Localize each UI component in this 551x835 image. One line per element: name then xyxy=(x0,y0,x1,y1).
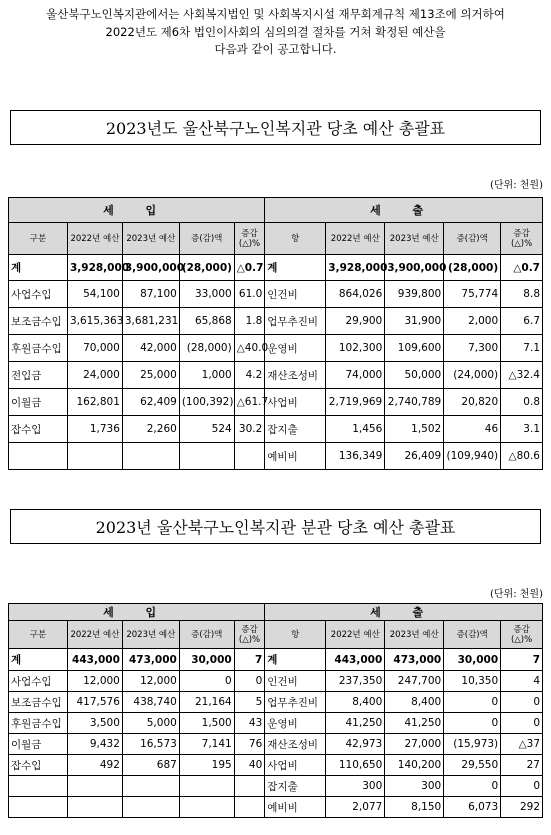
row-label: 사업비 xyxy=(265,755,326,776)
empty-cell xyxy=(122,797,179,818)
row-value: 162,801 xyxy=(67,389,122,416)
empty-cell xyxy=(179,443,234,470)
row-value: 0 xyxy=(234,671,265,692)
col-2022: 2022년 예산 xyxy=(67,223,122,255)
table-row xyxy=(9,692,543,713)
row-value: 1,000 xyxy=(179,362,234,389)
row-label: 사업비 xyxy=(265,389,326,416)
row-value: 8.8 xyxy=(501,281,543,308)
total-row xyxy=(9,255,543,281)
col-2023: 2023년 예산 xyxy=(385,621,444,649)
row-label: 업무추진비 xyxy=(265,308,326,335)
row-value: 50,000 xyxy=(385,362,444,389)
row-value: 8,400 xyxy=(326,692,385,713)
row-value: 0 xyxy=(501,713,543,734)
row-value: 687 xyxy=(122,755,179,776)
empty-cell xyxy=(234,776,265,797)
row-value: 0 xyxy=(179,671,234,692)
row-value: 29,550 xyxy=(444,755,501,776)
col-rate: 증감 (△)% xyxy=(501,621,543,649)
expense-header: 세 출 xyxy=(265,198,543,223)
row-value: 29,900 xyxy=(326,308,385,335)
row-value: 12,000 xyxy=(122,671,179,692)
row-value: 30.2 xyxy=(234,416,265,443)
row-label: 재산조성비 xyxy=(265,734,326,755)
row-value: 109,600 xyxy=(385,335,444,362)
table-row xyxy=(9,416,543,443)
table-row xyxy=(9,776,543,797)
row-label: 잡수입 xyxy=(9,755,68,776)
empty-cell xyxy=(122,776,179,797)
row-value: △0.7 xyxy=(234,255,265,281)
row-value: 27 xyxy=(501,755,543,776)
col-2023: 2023년 예산 xyxy=(122,621,179,649)
col-hang: 항 xyxy=(265,621,326,649)
row-value: 8,400 xyxy=(385,692,444,713)
row-value: 4.2 xyxy=(234,362,265,389)
row-label: 잡지출 xyxy=(265,416,326,443)
empty-cell xyxy=(9,797,68,818)
budget-table-branch xyxy=(8,603,543,818)
row-value: 1.8 xyxy=(234,308,265,335)
row-label: 인건비 xyxy=(265,671,326,692)
row-value: 61.0 xyxy=(234,281,265,308)
row-value: 21,164 xyxy=(179,692,234,713)
row-value: 76 xyxy=(234,734,265,755)
empty-cell xyxy=(234,797,265,818)
row-value: 3,928,000 xyxy=(67,255,122,281)
row-value: 0 xyxy=(444,692,501,713)
row-value: △0.7 xyxy=(501,255,543,281)
row-value: 2,719,969 xyxy=(326,389,385,416)
table-row xyxy=(9,389,543,416)
row-label: 운영비 xyxy=(265,335,326,362)
row-value: (100,392) xyxy=(179,389,234,416)
row-value: 1,736 xyxy=(67,416,122,443)
row-label: 운영비 xyxy=(265,713,326,734)
row-label: 예비비 xyxy=(265,443,326,470)
row-label: 후원금수입 xyxy=(9,335,68,362)
table-row xyxy=(9,308,543,335)
row-value: 492 xyxy=(67,755,122,776)
row-value: 7.1 xyxy=(501,335,543,362)
row-label: 잡수입 xyxy=(9,416,68,443)
row-value: 473,000 xyxy=(122,649,179,671)
row-label: 계 xyxy=(265,255,326,281)
row-value: 140,200 xyxy=(385,755,444,776)
row-value: 524 xyxy=(179,416,234,443)
row-value: (109,940) xyxy=(444,443,501,470)
row-value: 7 xyxy=(501,649,543,671)
table-row xyxy=(9,281,543,308)
budget-title-main: 2023년도 울산북구노인복지관 당초 예산 총괄표 xyxy=(10,110,541,145)
row-value: 16,573 xyxy=(122,734,179,755)
row-label: 이월금 xyxy=(9,389,68,416)
row-value: 0 xyxy=(444,713,501,734)
col-diff: 증(감)액 xyxy=(179,621,234,649)
table-row xyxy=(9,755,543,776)
col-diff: 증(감)액 xyxy=(179,223,234,255)
row-value: 300 xyxy=(385,776,444,797)
unit-label-branch: (단위: 천원) xyxy=(490,589,543,600)
row-value: 46 xyxy=(444,416,501,443)
row-value: 40 xyxy=(234,755,265,776)
row-label: 후원금수입 xyxy=(9,713,68,734)
table-row xyxy=(9,335,543,362)
row-label: 잡지출 xyxy=(265,776,326,797)
row-value: 237,350 xyxy=(326,671,385,692)
row-value: 2,740,789 xyxy=(385,389,444,416)
col-diff: 증(감)액 xyxy=(444,621,501,649)
col-2023: 2023년 예산 xyxy=(385,223,444,255)
col-2023: 2023년 예산 xyxy=(122,223,179,255)
row-value: (28,000) xyxy=(444,255,501,281)
empty-cell xyxy=(9,443,68,470)
table-row xyxy=(9,362,543,389)
row-value: 417,576 xyxy=(67,692,122,713)
row-value: 443,000 xyxy=(67,649,122,671)
row-value: 5,000 xyxy=(122,713,179,734)
row-value: 0 xyxy=(501,692,543,713)
row-value: 42,000 xyxy=(122,335,179,362)
col-rate: 증감 (△)% xyxy=(501,223,543,255)
row-label: 계 xyxy=(265,649,326,671)
row-value: 43 xyxy=(234,713,265,734)
row-value: 7 xyxy=(234,649,265,671)
row-value: 41,250 xyxy=(385,713,444,734)
empty-cell xyxy=(9,776,68,797)
empty-cell xyxy=(67,443,122,470)
col-2022: 2022년 예산 xyxy=(326,223,385,255)
row-value: 3,900,000 xyxy=(122,255,179,281)
col-gubun: 구분 xyxy=(9,223,68,255)
row-value: 473,000 xyxy=(385,649,444,671)
row-value: 2,000 xyxy=(444,308,501,335)
row-label: 재산조성비 xyxy=(265,362,326,389)
col-gubun: 구분 xyxy=(9,621,68,649)
row-value: 1,502 xyxy=(385,416,444,443)
col-2022: 2022년 예산 xyxy=(67,621,122,649)
row-value: 42,973 xyxy=(326,734,385,755)
row-value: △32.4 xyxy=(501,362,543,389)
row-label: 예비비 xyxy=(265,797,326,818)
row-value: 292 xyxy=(501,797,543,818)
row-value: 443,000 xyxy=(326,649,385,671)
row-value: △61.7 xyxy=(234,389,265,416)
empty-cell xyxy=(234,443,265,470)
row-label: 사업수입 xyxy=(9,671,68,692)
row-value: 26,409 xyxy=(385,443,444,470)
intro-line-1: 울산북구노인복지관에서는 사회복지법인 및 사회복지시설 재무회계규칙 제13조에 의거하여 xyxy=(46,7,505,21)
expense-header: 세 출 xyxy=(265,604,543,621)
row-value: 74,000 xyxy=(326,362,385,389)
row-value: 12,000 xyxy=(67,671,122,692)
row-value: 110,650 xyxy=(326,755,385,776)
total-row xyxy=(9,649,543,671)
table-row xyxy=(9,443,543,470)
row-value: 195 xyxy=(179,755,234,776)
row-label: 계 xyxy=(9,649,68,671)
row-value: 7,300 xyxy=(444,335,501,362)
row-value: (15,973) xyxy=(444,734,501,755)
income-header: 세 입 xyxy=(9,198,265,223)
row-value: 0 xyxy=(444,776,501,797)
row-value: 3,681,231 xyxy=(122,308,179,335)
empty-cell xyxy=(179,776,234,797)
row-value: 6.7 xyxy=(501,308,543,335)
row-value: 3.1 xyxy=(501,416,543,443)
row-value: 41,250 xyxy=(326,713,385,734)
row-value: 3,615,363 xyxy=(67,308,122,335)
row-value: 2,260 xyxy=(122,416,179,443)
col-diff: 증(감)액 xyxy=(444,223,501,255)
empty-cell xyxy=(67,776,122,797)
row-value: (24,000) xyxy=(444,362,501,389)
row-value: △37 xyxy=(501,734,543,755)
row-value: 864,026 xyxy=(326,281,385,308)
income-header: 세 입 xyxy=(9,604,265,621)
row-label: 보조금수입 xyxy=(9,308,68,335)
row-value: 6,073 xyxy=(444,797,501,818)
row-label: 계 xyxy=(9,255,68,281)
row-value: 5 xyxy=(234,692,265,713)
row-value: 9,432 xyxy=(67,734,122,755)
empty-cell xyxy=(179,797,234,818)
table-row xyxy=(9,734,543,755)
row-label: 인건비 xyxy=(265,281,326,308)
row-value: 75,774 xyxy=(444,281,501,308)
col-rate: 증감 (△)% xyxy=(234,621,265,649)
row-value: 102,300 xyxy=(326,335,385,362)
row-value: 27,000 xyxy=(385,734,444,755)
intro-line-3: 다음과 같이 공고합니다. xyxy=(214,42,337,56)
table-row xyxy=(9,713,543,734)
row-value: (28,000) xyxy=(179,255,234,281)
row-value: 1,500 xyxy=(179,713,234,734)
row-value: 87,100 xyxy=(122,281,179,308)
row-value: 65,868 xyxy=(179,308,234,335)
row-value: 247,700 xyxy=(385,671,444,692)
empty-cell xyxy=(122,443,179,470)
row-label: 이월금 xyxy=(9,734,68,755)
table-row xyxy=(9,797,543,818)
row-value: 0 xyxy=(501,776,543,797)
row-value: △40.0 xyxy=(234,335,265,362)
unit-label-main: (단위: 천원) xyxy=(490,180,543,191)
row-value: 300 xyxy=(326,776,385,797)
col-hang: 항 xyxy=(265,223,326,255)
row-value: 3,900,000 xyxy=(385,255,444,281)
row-label: 업무추진비 xyxy=(265,692,326,713)
row-label: 사업수입 xyxy=(9,281,68,308)
row-value: 62,409 xyxy=(122,389,179,416)
budget-table-main xyxy=(8,197,543,470)
intro-line-2: 2022년도 제6차 법인이사회의 심의의결 절차를 거쳐 확정된 예산을 xyxy=(105,24,446,39)
row-value: △80.6 xyxy=(501,443,543,470)
row-value: 30,000 xyxy=(179,649,234,671)
row-value: 2,077 xyxy=(326,797,385,818)
budget-title-branch: 2023년 울산북구노인복지관 분관 당초 예산 총괄표 xyxy=(10,509,541,544)
row-value: 0.8 xyxy=(501,389,543,416)
row-value: 7,141 xyxy=(179,734,234,755)
row-value: 25,000 xyxy=(122,362,179,389)
row-value: 70,000 xyxy=(67,335,122,362)
row-value: 136,349 xyxy=(326,443,385,470)
row-value: 1,456 xyxy=(326,416,385,443)
row-value: 20,820 xyxy=(444,389,501,416)
row-value: (28,000) xyxy=(179,335,234,362)
col-rate: 증감 (△)% xyxy=(234,223,265,255)
row-value: 10,350 xyxy=(444,671,501,692)
row-label: 보조금수입 xyxy=(9,692,68,713)
row-value: 939,800 xyxy=(385,281,444,308)
row-value: 438,740 xyxy=(122,692,179,713)
row-value: 33,000 xyxy=(179,281,234,308)
empty-cell xyxy=(67,797,122,818)
row-value: 30,000 xyxy=(444,649,501,671)
row-value: 54,100 xyxy=(67,281,122,308)
row-label: 전입금 xyxy=(9,362,68,389)
row-value: 3,928,000 xyxy=(326,255,385,281)
row-value: 3,500 xyxy=(67,713,122,734)
row-value: 24,000 xyxy=(67,362,122,389)
intro-notice xyxy=(0,6,551,59)
row-value: 4 xyxy=(501,671,543,692)
table-row xyxy=(9,671,543,692)
row-value: 31,900 xyxy=(385,308,444,335)
col-2022: 2022년 예산 xyxy=(326,621,385,649)
row-value: 8,150 xyxy=(385,797,444,818)
